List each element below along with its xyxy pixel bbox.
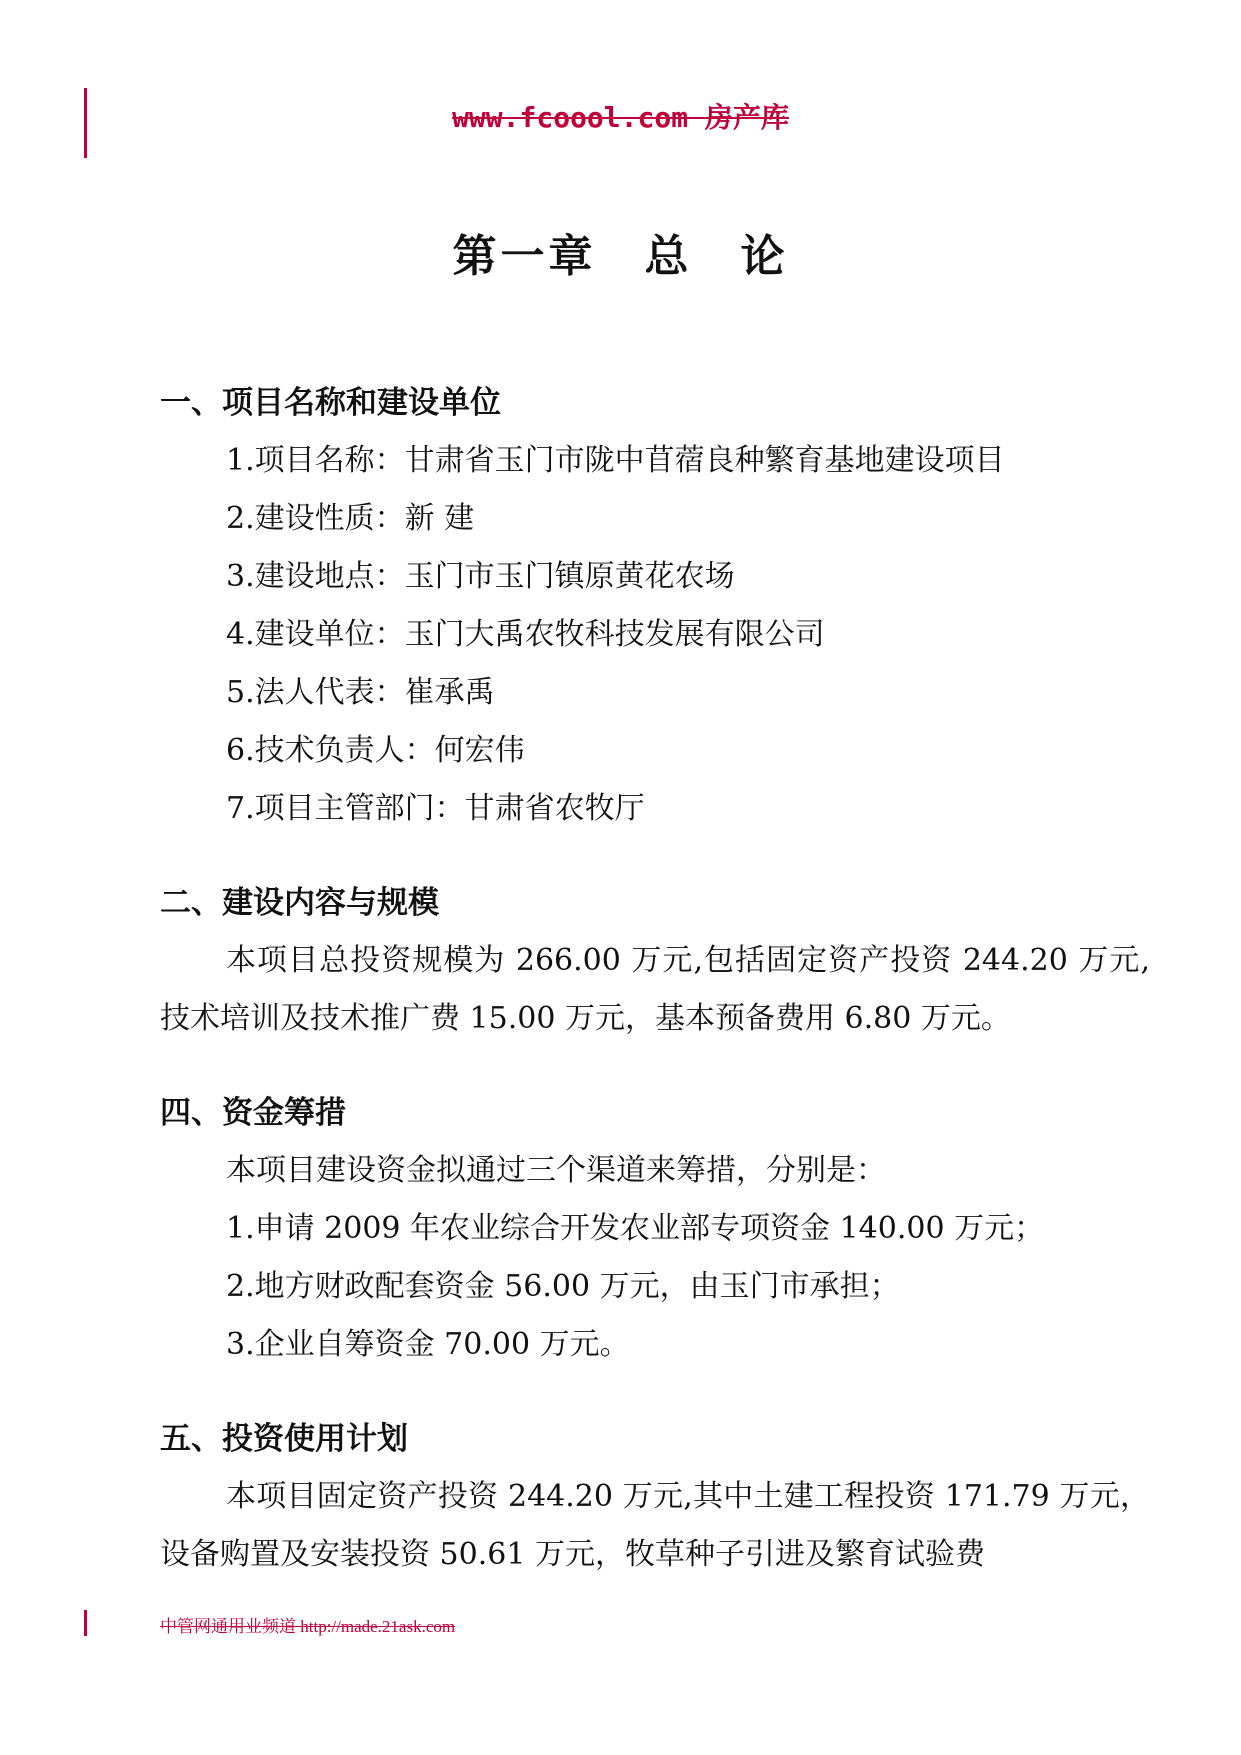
chapter-title: [0, 220, 1241, 284]
footer-site-link[interactable]: 中管网通用业频道 http://made.21ask.com: [160, 1617, 456, 1636]
list-item: 3.建设地点：玉门市玉门镇原黄花农场: [226, 559, 735, 594]
chapter-word-2: 论: [740, 231, 789, 282]
list-item: 7.项目主管部门：甘肃省农牧厅: [226, 791, 645, 826]
list-item: 5.法人代表：崔承禹: [226, 675, 495, 710]
header-site-link[interactable]: www.fcoool.com 房产库: [452, 101, 789, 134]
section-heading-fund-raising: 四、资金筹措: [160, 1095, 346, 1131]
chapter-word-1: 总: [644, 231, 693, 282]
section-heading-construction-scale: 二、建设内容与规模: [160, 885, 439, 921]
left-margin-bar-bottom: [84, 1610, 87, 1636]
list-item: 2.地方财政配套资金 56.00 万元，由玉门市承担；: [226, 1269, 900, 1304]
list-item: 1.申请 2009 年农业综合开发农业部专项资金 140.00 万元；: [226, 1211, 1045, 1246]
paragraph-fund-intro: 本项目建设资金拟通过三个渠道来筹措，分别是：: [226, 1153, 886, 1188]
section-heading-investment-plan: 五、投资使用计划: [160, 1421, 408, 1457]
chapter-number: 第一章: [452, 231, 597, 282]
paragraph-investment-scale: 本项目总投资规模为 266.00 万元,包括固定资产投资 244.20 万元,技术培训及技术推广费 15.00 万元，基本预备费用 6.80 万元。: [160, 943, 1150, 1036]
document-body: [160, 374, 1150, 1584]
section-heading-project-name: 一、项目名称和建设单位: [160, 385, 501, 421]
list-item: 3.企业自筹资金 70.00 万元。: [226, 1327, 630, 1362]
list-item: 1.项目名称：甘肃省玉门市陇中苜蓿良种繁育基地建设项目: [226, 443, 1005, 478]
list-item: 4.建设单位：玉门大禹农牧科技发展有限公司: [226, 617, 825, 652]
list-item: 2.建设性质：新 建: [226, 501, 475, 536]
paragraph-investment-plan: 本项目固定资产投资 244.20 万元,其中土建工程投资 171.79 万元，设备购置及安装投资 50.61 万元，牧草种子引进及繁育试验费: [160, 1479, 1150, 1572]
list-item: 6.技术负责人：何宏伟: [226, 733, 525, 768]
